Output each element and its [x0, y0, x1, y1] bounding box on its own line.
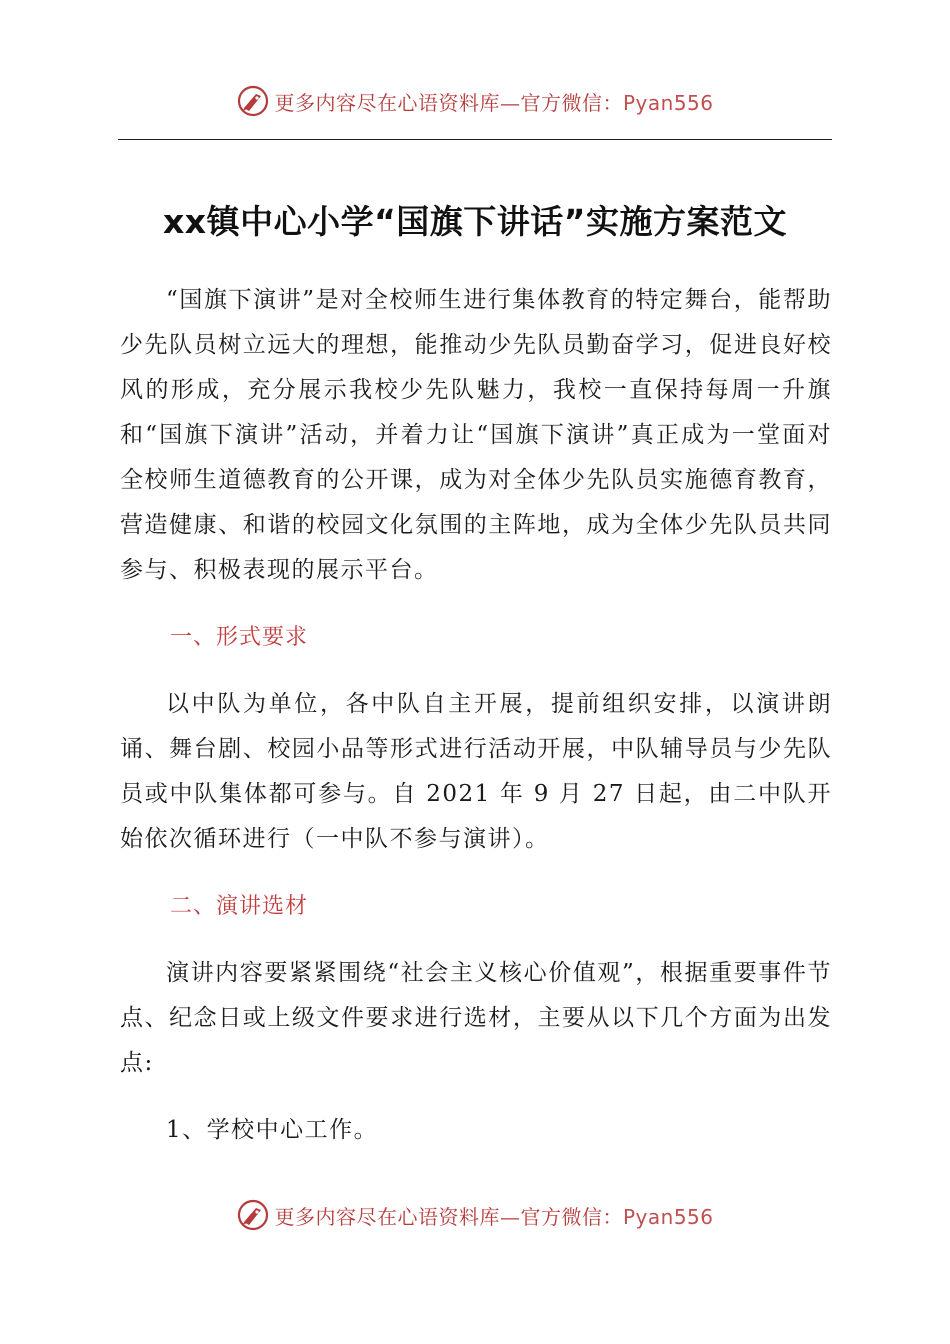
section-body-1: 以中队为单位，各中队自主开展，提前组织安排，以演讲朗诵、舞台剧、校园小品等形式进行活动开展，中队辅导员与少先队员或中队集体都可参与。自 2021 年 9 月 27 日起，由二中队开始依次循环进行（一中队不参与演讲）。 — [120, 691, 832, 852]
spacer — [120, 1086, 832, 1108]
spacer — [120, 593, 832, 615]
banner-wechat-id: Pyan556 — [622, 90, 714, 115]
section-heading-1: 一、形式要求 — [170, 625, 309, 650]
pen-nib-circle-icon — [236, 84, 270, 118]
spacer — [120, 862, 832, 884]
intro-paragraph: “国旗下演讲”是对全校师生进行集体教育的特定舞台，能帮助少先队员树立远大的理想，能推动少先队员勤奋学习，促进良好校风的形成，充分展示我校少先队魅力，我校一直保持每周一升旗和“国旗下演讲”活动，并着力让“国旗下演讲”真正成为一堂面对全校师生道德教育的公开课，成为对全体少先队员实施德育教育，营造健康、和谐的校园文化氛围的主阵地，成为全体少先队员共同参与、积极表现的展示平台。 — [120, 287, 832, 583]
document-body — [120, 278, 832, 1153]
document-title: xx镇中心小学“国旗下讲话”实施方案范文 — [163, 202, 787, 241]
header-divider — [118, 139, 832, 140]
section-body-2: 演讲内容要紧紧围绕“社会主义核心价值观”，根据重要事件节点、纪念日或上级文件要求进行选材，主要从以下几个方面为出发点: — [120, 960, 832, 1076]
banner-text: 更多内容尽在心语资料库—官方微信：Pyan556 — [274, 90, 714, 115]
spacer — [120, 660, 832, 682]
spacer — [120, 929, 832, 951]
banner-text: 更多内容尽在心语资料库—官方微信：Pyan556 — [274, 1204, 714, 1229]
footer-watermark-banner — [0, 1190, 950, 1240]
list-item-1: 1、学校中心工作。 — [166, 1117, 379, 1143]
banner-wechat-id: Pyan556 — [622, 1204, 714, 1229]
section-heading-2: 二、演讲选材 — [170, 894, 309, 919]
pen-nib-circle-icon — [236, 1198, 270, 1232]
header-watermark-banner — [0, 76, 950, 126]
